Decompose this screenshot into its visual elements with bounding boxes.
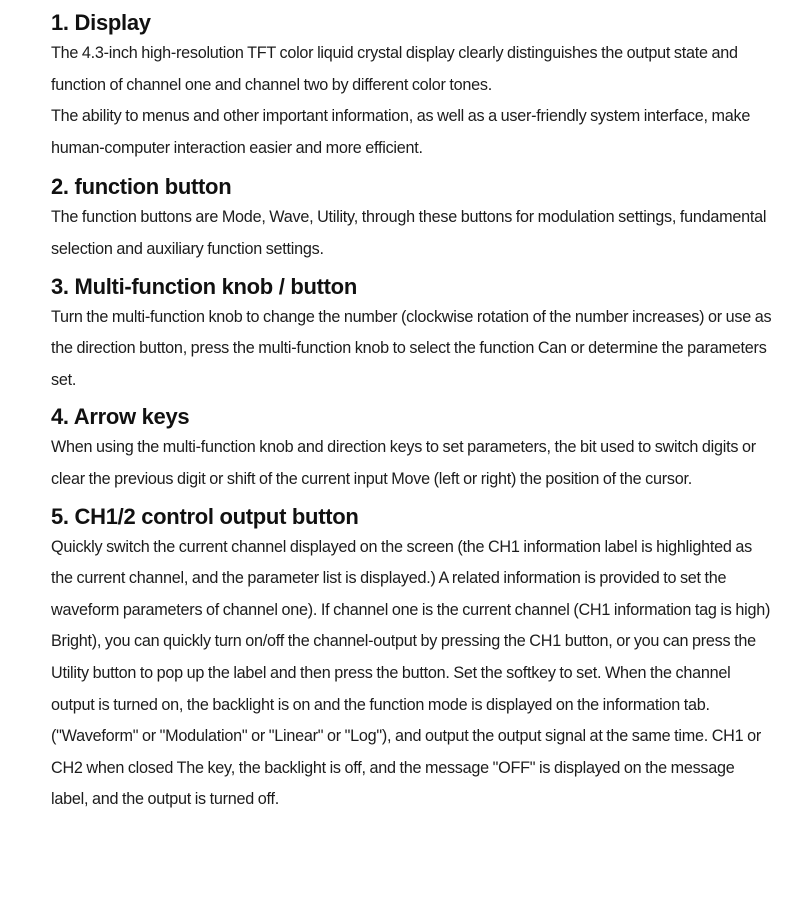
section-paragraph: When using the multi-function knob and direction keys to set parameters, the bit used to switch digits or clear the previous digit or shift of the current input Move (left or right) the position of the cursor.	[51, 438, 756, 488]
section-paragraph: The 4.3-inch high-resolution TFT color liquid crystal display clearly distinguishes the output state and function of channel one and channel two by different color tones.	[51, 44, 738, 94]
section-paragraph: The function buttons are Mode, Wave, Utility, through these buttons for modulation settings, fundamental selection and auxiliary function settings.	[51, 208, 767, 258]
section-paragraph: The ability to menus and other important information, as well as a user-friendly system interface, make human-computer interaction easier and more efficient.	[51, 107, 751, 157]
section-heading: 2. function button	[51, 174, 232, 200]
section-heading: 5. CH1/2 control output button	[51, 503, 359, 529]
section-paragraph: Quickly switch the current channel displayed on the screen (the CH1 information label is highlighted as the current channel, and the parameter list is displayed.) A related information is provided to set the waveform parameters of channel one). If channel one is the current channel (CH1 information tag is high) Bright), you can quickly turn on/off the channel-output by pressing the CH1 button, or you can press the Utility button to pop up the label and then press the button. Set the softkey to set. When the channel output is turned on, the backlight is on and the function mode is displayed on the information tab. ("Waveform" or "Modulation" or "Linear" or "Log"), and output the output signal at the same time. CH1 or CH2 when closed The key, the backlight is off, and the message "OFF" is displayed on the message label, and the output is turned off.	[51, 537, 771, 809]
document-body	[0, 8, 790, 816]
section-paragraph: Turn the multi-function knob to change the number (clockwise rotation of the number increases) or use as the direction button, press the multi-function knob to select the function Can or determine the parameters set.	[51, 307, 772, 389]
section-heading: 3. Multi-function knob / button	[51, 273, 357, 299]
section-ch-control-output	[51, 502, 774, 816]
section-function-button	[51, 172, 774, 265]
section-heading: 4. Arrow keys	[51, 404, 190, 430]
section-heading: 1. Display	[51, 10, 151, 35]
section-arrow-keys	[51, 402, 774, 495]
section-multi-function-knob	[51, 272, 774, 397]
section-display	[51, 8, 774, 164]
